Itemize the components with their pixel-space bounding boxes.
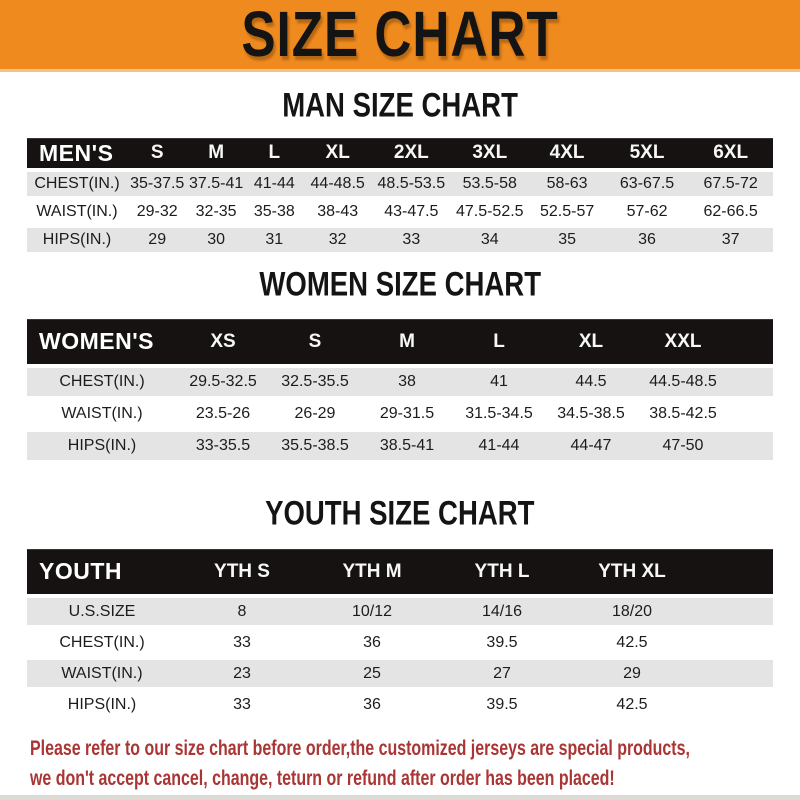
size-value: 36 bbox=[638, 231, 656, 248]
women-size-table bbox=[27, 319, 773, 460]
size-value: 39.5 bbox=[486, 695, 518, 713]
table-header-row bbox=[27, 549, 773, 594]
size-value: 47-50 bbox=[662, 437, 704, 454]
column-header: 3XL bbox=[472, 142, 508, 163]
women-section bbox=[0, 268, 800, 460]
size-value: 48.5-53.5 bbox=[377, 175, 446, 192]
size-value: 43-47.5 bbox=[384, 203, 439, 220]
size-value: 41-44 bbox=[253, 175, 295, 192]
row-label: WAIST(IN.) bbox=[61, 405, 143, 422]
size-value: 37.5-41 bbox=[188, 175, 244, 192]
column-header: S bbox=[150, 142, 164, 163]
row-label: CHEST(IN.) bbox=[59, 633, 145, 651]
size-value: 44.5 bbox=[575, 373, 607, 390]
column-header: M bbox=[208, 142, 225, 163]
column-header: L bbox=[268, 142, 281, 163]
size-value: 23.5-26 bbox=[195, 405, 251, 422]
table-row bbox=[27, 691, 773, 718]
size-value: 38 bbox=[398, 373, 416, 390]
size-value: 31 bbox=[265, 231, 284, 248]
row-label: U.S.SIZE bbox=[68, 602, 136, 620]
men-section bbox=[0, 89, 800, 252]
size-value: 41 bbox=[490, 373, 508, 390]
table-row bbox=[27, 200, 773, 224]
table-header-label: MEN'S bbox=[39, 139, 114, 166]
column-header: 6XL bbox=[713, 142, 749, 163]
column-header: YTH S bbox=[214, 560, 270, 582]
table-row bbox=[27, 172, 773, 196]
row-label: HIPS(IN.) bbox=[67, 695, 137, 713]
row-label: HIPS(IN.) bbox=[42, 231, 112, 248]
size-value: 32 bbox=[328, 231, 347, 248]
size-value: 29 bbox=[623, 664, 641, 682]
size-value: 33 bbox=[233, 633, 251, 651]
size-value: 39.5 bbox=[486, 633, 518, 651]
youth-section-title-text: YOUTH SIZE CHART bbox=[265, 495, 535, 533]
row-label: CHEST(IN.) bbox=[59, 373, 145, 390]
column-header: XXL bbox=[664, 330, 702, 352]
men-section-title-text: MAN SIZE CHART bbox=[282, 87, 518, 125]
size-value: 67.5-72 bbox=[703, 175, 758, 192]
size-value: 27 bbox=[493, 664, 511, 682]
youth-section bbox=[0, 497, 800, 718]
row-label: WAIST(IN.) bbox=[61, 664, 143, 682]
table-row bbox=[27, 660, 773, 687]
size-value: 62-66.5 bbox=[703, 203, 758, 220]
size-value: 44-47 bbox=[570, 437, 612, 454]
column-header: 2XL bbox=[393, 142, 429, 163]
size-value: 42.5 bbox=[616, 695, 648, 713]
size-value: 34.5-38.5 bbox=[557, 405, 625, 422]
column-header: S bbox=[308, 330, 322, 352]
size-value: 8 bbox=[237, 602, 247, 620]
size-value: 38.5-42.5 bbox=[649, 405, 717, 422]
size-chart-banner bbox=[0, 0, 800, 72]
size-value: 36 bbox=[363, 633, 381, 651]
size-value: 35-38 bbox=[253, 203, 295, 220]
size-value: 32.5-35.5 bbox=[281, 373, 349, 390]
banner-title: SIZE CHART bbox=[241, 0, 559, 70]
row-label: WAIST(IN.) bbox=[36, 203, 118, 220]
disclaimer-line-2: we don't accept cancel, change, teturn or refund after order has been placed! bbox=[30, 767, 615, 790]
column-header: YTH XL bbox=[598, 560, 666, 582]
size-value: 33-35.5 bbox=[195, 437, 251, 454]
size-value: 63-67.5 bbox=[619, 175, 675, 192]
table-row bbox=[27, 432, 773, 460]
size-value: 30 bbox=[207, 231, 226, 248]
column-header: M bbox=[399, 330, 415, 352]
size-value: 23 bbox=[233, 664, 251, 682]
table-row bbox=[27, 598, 773, 625]
table-header-row bbox=[27, 138, 773, 168]
size-value: 25 bbox=[363, 664, 381, 682]
column-header: XS bbox=[210, 330, 236, 352]
row-label: CHEST(IN.) bbox=[34, 175, 120, 192]
size-value: 26-29 bbox=[294, 405, 336, 422]
size-value: 35 bbox=[558, 231, 576, 248]
size-value: 35.5-38.5 bbox=[281, 437, 349, 454]
size-value: 44.5-48.5 bbox=[649, 373, 717, 390]
women-section-title-text: WOMEN SIZE CHART bbox=[259, 266, 541, 304]
size-value: 53.5-58 bbox=[462, 175, 517, 192]
size-value: 47.5-52.5 bbox=[455, 203, 524, 220]
size-value: 29.5-32.5 bbox=[189, 373, 257, 390]
men-size-table bbox=[27, 138, 773, 252]
women-section-title bbox=[0, 268, 800, 304]
column-header: 5XL bbox=[629, 142, 665, 163]
size-value: 38-43 bbox=[317, 203, 359, 220]
size-value: 42.5 bbox=[616, 633, 648, 651]
size-value: 44-48.5 bbox=[310, 175, 365, 192]
row-label: HIPS(IN.) bbox=[67, 437, 137, 454]
size-value: 38.5-41 bbox=[379, 437, 435, 454]
size-value: 14/16 bbox=[481, 602, 523, 620]
size-value: 34 bbox=[480, 231, 499, 248]
size-value: 57-62 bbox=[626, 203, 668, 220]
size-value: 52.5-57 bbox=[539, 203, 595, 220]
table-row bbox=[27, 400, 773, 428]
column-header: 4XL bbox=[549, 142, 585, 163]
youth-size-table bbox=[27, 549, 773, 718]
size-value: 29-32 bbox=[136, 203, 178, 220]
size-value: 18/20 bbox=[611, 602, 653, 620]
table-row bbox=[27, 368, 773, 396]
size-value: 41-44 bbox=[478, 437, 520, 454]
youth-section-title bbox=[0, 497, 800, 533]
table-row bbox=[27, 629, 773, 656]
disclaimer-line-1: Please refer to our size chart before order,the customized jerseys are special products, bbox=[30, 737, 690, 760]
column-header: YTH M bbox=[342, 560, 402, 582]
size-value: 32-35 bbox=[195, 203, 237, 220]
men-section-title bbox=[0, 89, 800, 125]
size-value: 10/12 bbox=[351, 602, 393, 620]
size-value: 29-31.5 bbox=[379, 405, 435, 422]
bottom-edge-strip bbox=[0, 795, 800, 800]
size-value: 31.5-34.5 bbox=[465, 405, 533, 422]
size-value: 29 bbox=[148, 231, 167, 248]
size-value: 33 bbox=[233, 695, 251, 713]
size-value: 37 bbox=[721, 231, 740, 248]
column-header: YTH L bbox=[474, 560, 530, 582]
order-disclaimer bbox=[30, 734, 800, 794]
table-header-row bbox=[27, 319, 773, 364]
column-header: XL bbox=[578, 330, 604, 352]
size-value: 33 bbox=[402, 231, 421, 248]
column-header: XL bbox=[325, 142, 350, 163]
table-row bbox=[27, 228, 773, 252]
column-header: L bbox=[493, 330, 505, 352]
table-header-label: YOUTH bbox=[39, 558, 122, 584]
table-header-label: WOMEN'S bbox=[39, 328, 155, 354]
size-value: 36 bbox=[363, 695, 381, 713]
size-value: 35-37.5 bbox=[130, 175, 185, 192]
size-value: 58-63 bbox=[546, 175, 588, 192]
